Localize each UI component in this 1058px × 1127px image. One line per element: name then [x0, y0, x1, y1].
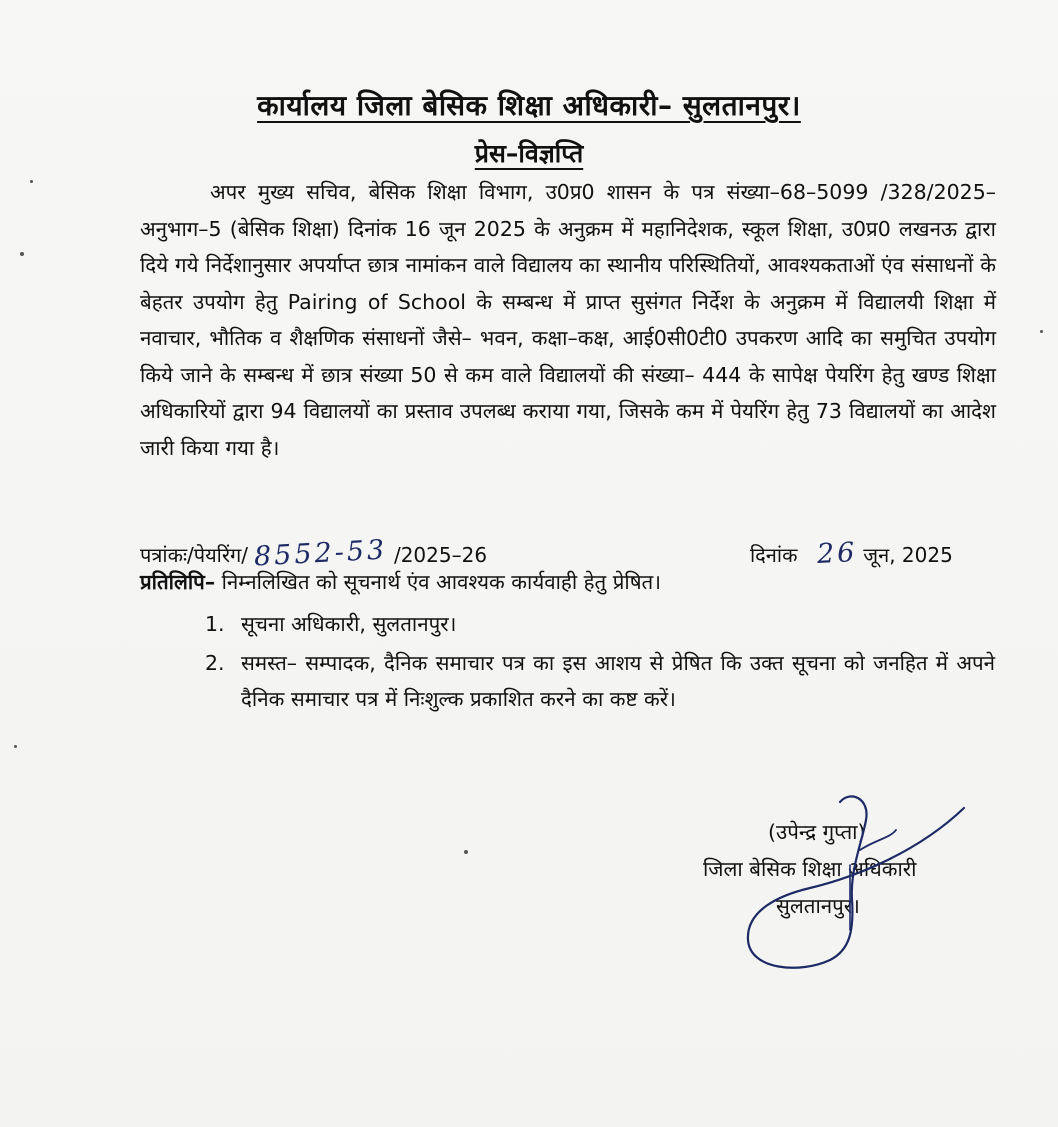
reference-number [140, 534, 488, 573]
date-label: दिनांक [750, 543, 798, 567]
list-item-text: समस्त– सम्पादक, दैनिक समाचार पत्र का इस आशय से प्रेषित कि उक्त सूचना को जनहित में अपने दैनिक समाचार पत्र में निःशुल्क प्रकाशित करने का कष्ट करें। [241, 650, 995, 711]
speck [30, 180, 33, 183]
press-release-title [0, 136, 1058, 170]
list-item [205, 606, 995, 643]
signatory-name: (उपेन्द्र गुप्ता) [768, 820, 866, 844]
signatory-place: सुलतानपुर। [776, 894, 860, 918]
body-paragraph: अपर मुख्य सचिव, बेसिक शिक्षा विभाग, उ0प्र0 शासन के पत्र संख्या–68–5099 /328/2025–अनुभाग–5 (बेसिक शिक्षा) दिनांक 16 जून 2025 के अनुक्रम में महानिदेशक, स्कूल शिक्षा, उ0प्र0 लखनऊ द्वारा दिये गये निर्देशानुसार अपर्याप्त छात्र नामांकन वाले विद्यालय का स्थानीय परिस्थितियों, आवश्यकताओं एंव संसाधनों के बेहतर उपयोग हेतु Pairing of School के सम्बन्ध में प्राप्त सुसंगत निर्देश के अनुक्रम में विद्यालयी शिक्षा में नवाचार, भौतिक व शैक्षणिक संसाधनों जैसे– भवन, कक्षा–कक्ष, आई0सी0टी0 उपकरण आदि का समुचित उपयोग किये जाने के सम्बन्ध में छात्र संख्या 50 से कम वाले विद्यालयों की संख्या– 444 के सापेक्ष पेयरिंग हेतु खण्ड शिक्षा अधिकारियों द्वारा 94 विद्यालयों का प्रस्ताव उपलब्ध कराया गया, जिसके कम में पेयरिंग हेतु 73 विद्यालयों का आदेश जारी किया गया है। [140, 180, 996, 460]
office-title [0, 86, 1058, 124]
copy-label: प्रतिलिपि– [140, 570, 216, 594]
speck [14, 745, 17, 748]
copy-to-line [140, 568, 661, 596]
signatory-designation: जिला बेसिक शिक्षा अधिकारी [703, 857, 917, 881]
speck [1040, 330, 1043, 333]
speck [20, 252, 24, 256]
list-item-text: सूचना अधिकारी, सुलतानपुर। [241, 612, 457, 636]
reference-prefix: पत्रांकः/पेयरिंग/ [140, 543, 249, 567]
press-release-title-text: प्रेस–विज्ञप्ति [474, 139, 584, 168]
speck [464, 850, 468, 854]
list-item-number: 1. [205, 612, 225, 636]
recipient-list [205, 606, 995, 720]
office-title-text: कार्यालय जिला बेसिक शिक्षा अधिकारी– सुलतानपुर। [257, 89, 801, 122]
copy-text: निम्नलिखित को सूचनार्थ एंव आवश्यक कार्यवाही हेतु प्रेषित। [221, 570, 662, 594]
list-item-number: 2. [205, 650, 225, 675]
reference-suffix: /2025–26 [393, 543, 488, 567]
date-rest: जून, 2025 [863, 543, 953, 567]
handwritten-reference-number: 8552-53 [253, 534, 389, 573]
list-item [205, 645, 995, 718]
handwritten-date-day: 26 [815, 536, 858, 571]
reference-date [750, 538, 953, 569]
